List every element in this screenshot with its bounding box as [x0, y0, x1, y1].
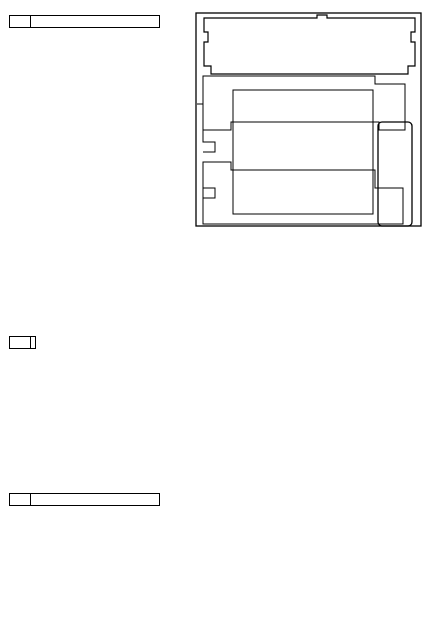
- pin-table-speakers: [9, 336, 36, 349]
- iso-connector-diagram: [195, 12, 423, 228]
- pin-table-1-20: [9, 15, 160, 28]
- fuse-housing: [378, 122, 412, 226]
- header-no: [10, 494, 31, 506]
- pin-table-power: [9, 493, 160, 506]
- header-description: [31, 337, 36, 349]
- header-no: [10, 337, 31, 349]
- top-pin-block: [204, 15, 415, 74]
- table-header: [10, 337, 36, 349]
- header-no: [10, 16, 31, 28]
- table-header: [10, 494, 160, 506]
- pin-cavity-frame: [233, 90, 373, 214]
- left-latch: [197, 104, 215, 224]
- header-description: [31, 16, 160, 28]
- header-description: [31, 494, 160, 506]
- table-header: [10, 16, 160, 28]
- connector-housing: [196, 13, 421, 226]
